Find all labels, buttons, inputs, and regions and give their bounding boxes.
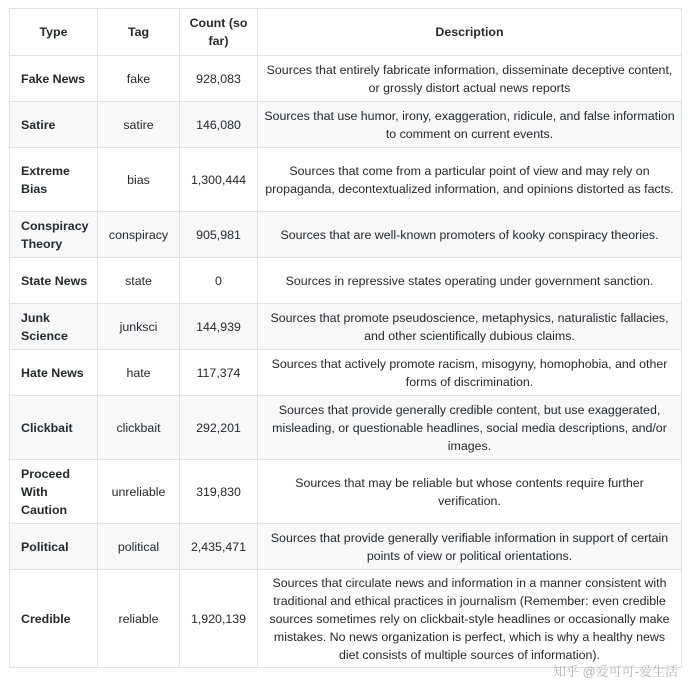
table-row — [10, 396, 682, 460]
header-description: Description — [258, 9, 682, 56]
count-cell: 319,830 — [180, 460, 258, 524]
count-cell: 928,083 — [180, 56, 258, 102]
description-cell: Sources that provide generally verifiable information in support of certain points of view or political orientations. — [258, 524, 682, 570]
table-row — [10, 148, 682, 212]
type-cell: Junk Science — [10, 304, 98, 350]
type-cell: Hate News — [10, 350, 98, 396]
tag-cell: state — [98, 258, 180, 304]
description-cell: Sources that circulate news and information in a manner consistent with traditional and ethical practices in journalism (Remember: even credible sources sometimes rely on clickbait-style headlines or occasionally make mistakes. No news organization is perfect, which is why a healthy news diet consists of multiple sources of information). — [258, 570, 682, 668]
description-cell: Sources that use humor, irony, exaggeration, ridicule, and false information to comment on current events. — [258, 102, 682, 148]
tag-cell: reliable — [98, 570, 180, 668]
count-cell: 144,939 — [180, 304, 258, 350]
type-cell: State News — [10, 258, 98, 304]
count-cell: 292,201 — [180, 396, 258, 460]
type-cell: Proceed With Caution — [10, 460, 98, 524]
count-cell: 1,920,139 — [180, 570, 258, 668]
description-cell: Sources that may be reliable but whose contents require further verification. — [258, 460, 682, 524]
type-cell: Clickbait — [10, 396, 98, 460]
table-row — [10, 304, 682, 350]
type-cell: Political — [10, 524, 98, 570]
description-cell: Sources that are well-known promoters of kooky conspiracy theories. — [258, 212, 682, 258]
description-cell: Sources that actively promote racism, misogyny, homophobia, and other forms of discrimination. — [258, 350, 682, 396]
type-cell: Fake News — [10, 56, 98, 102]
description-cell: Sources that promote pseudoscience, metaphysics, naturalistic fallacies, and other scientifically dubious claims. — [258, 304, 682, 350]
table-row — [10, 524, 682, 570]
description-cell: Sources that entirely fabricate information, disseminate deceptive content, or grossly distort actual news reports — [258, 56, 682, 102]
description-cell: Sources in repressive states operating under government sanction. — [258, 258, 682, 304]
table-row — [10, 212, 682, 258]
header-tag: Tag — [98, 9, 180, 56]
type-cell: Extreme Bias — [10, 148, 98, 212]
type-cell: Conspiracy Theory — [10, 212, 98, 258]
table-row — [10, 570, 682, 668]
count-cell: 117,374 — [180, 350, 258, 396]
table-row — [10, 258, 682, 304]
description-cell: Sources that come from a particular point of view and may rely on propaganda, decontextualized information, and opinions distorted as facts. — [258, 148, 682, 212]
table-row — [10, 350, 682, 396]
header-count: Count (so far) — [180, 9, 258, 56]
header-row — [10, 9, 682, 56]
count-cell: 0 — [180, 258, 258, 304]
count-cell: 2,435,471 — [180, 524, 258, 570]
tag-cell: junksci — [98, 304, 180, 350]
header-type: Type — [10, 9, 98, 56]
table-row — [10, 56, 682, 102]
tag-cell: political — [98, 524, 180, 570]
tag-cell: satire — [98, 102, 180, 148]
description-cell: Sources that provide generally credible content, but use exaggerated, misleading, or questionable headlines, social media descriptions, and/or images. — [258, 396, 682, 460]
table-row — [10, 460, 682, 524]
tag-cell: clickbait — [98, 396, 180, 460]
watermark-text: 知乎 @爱可可-爱生活 — [552, 664, 678, 679]
tag-cell: fake — [98, 56, 180, 102]
type-cell: Credible — [10, 570, 98, 668]
type-cell: Satire — [10, 102, 98, 148]
count-cell: 905,981 — [180, 212, 258, 258]
tag-cell: conspiracy — [98, 212, 180, 258]
tag-cell: unreliable — [98, 460, 180, 524]
count-cell: 146,080 — [180, 102, 258, 148]
table-body — [10, 56, 682, 668]
table-header — [10, 9, 682, 56]
count-cell: 1,300,444 — [180, 148, 258, 212]
tag-cell: bias — [98, 148, 180, 212]
news-types-table — [9, 8, 682, 668]
tag-cell: hate — [98, 350, 180, 396]
table-row — [10, 102, 682, 148]
